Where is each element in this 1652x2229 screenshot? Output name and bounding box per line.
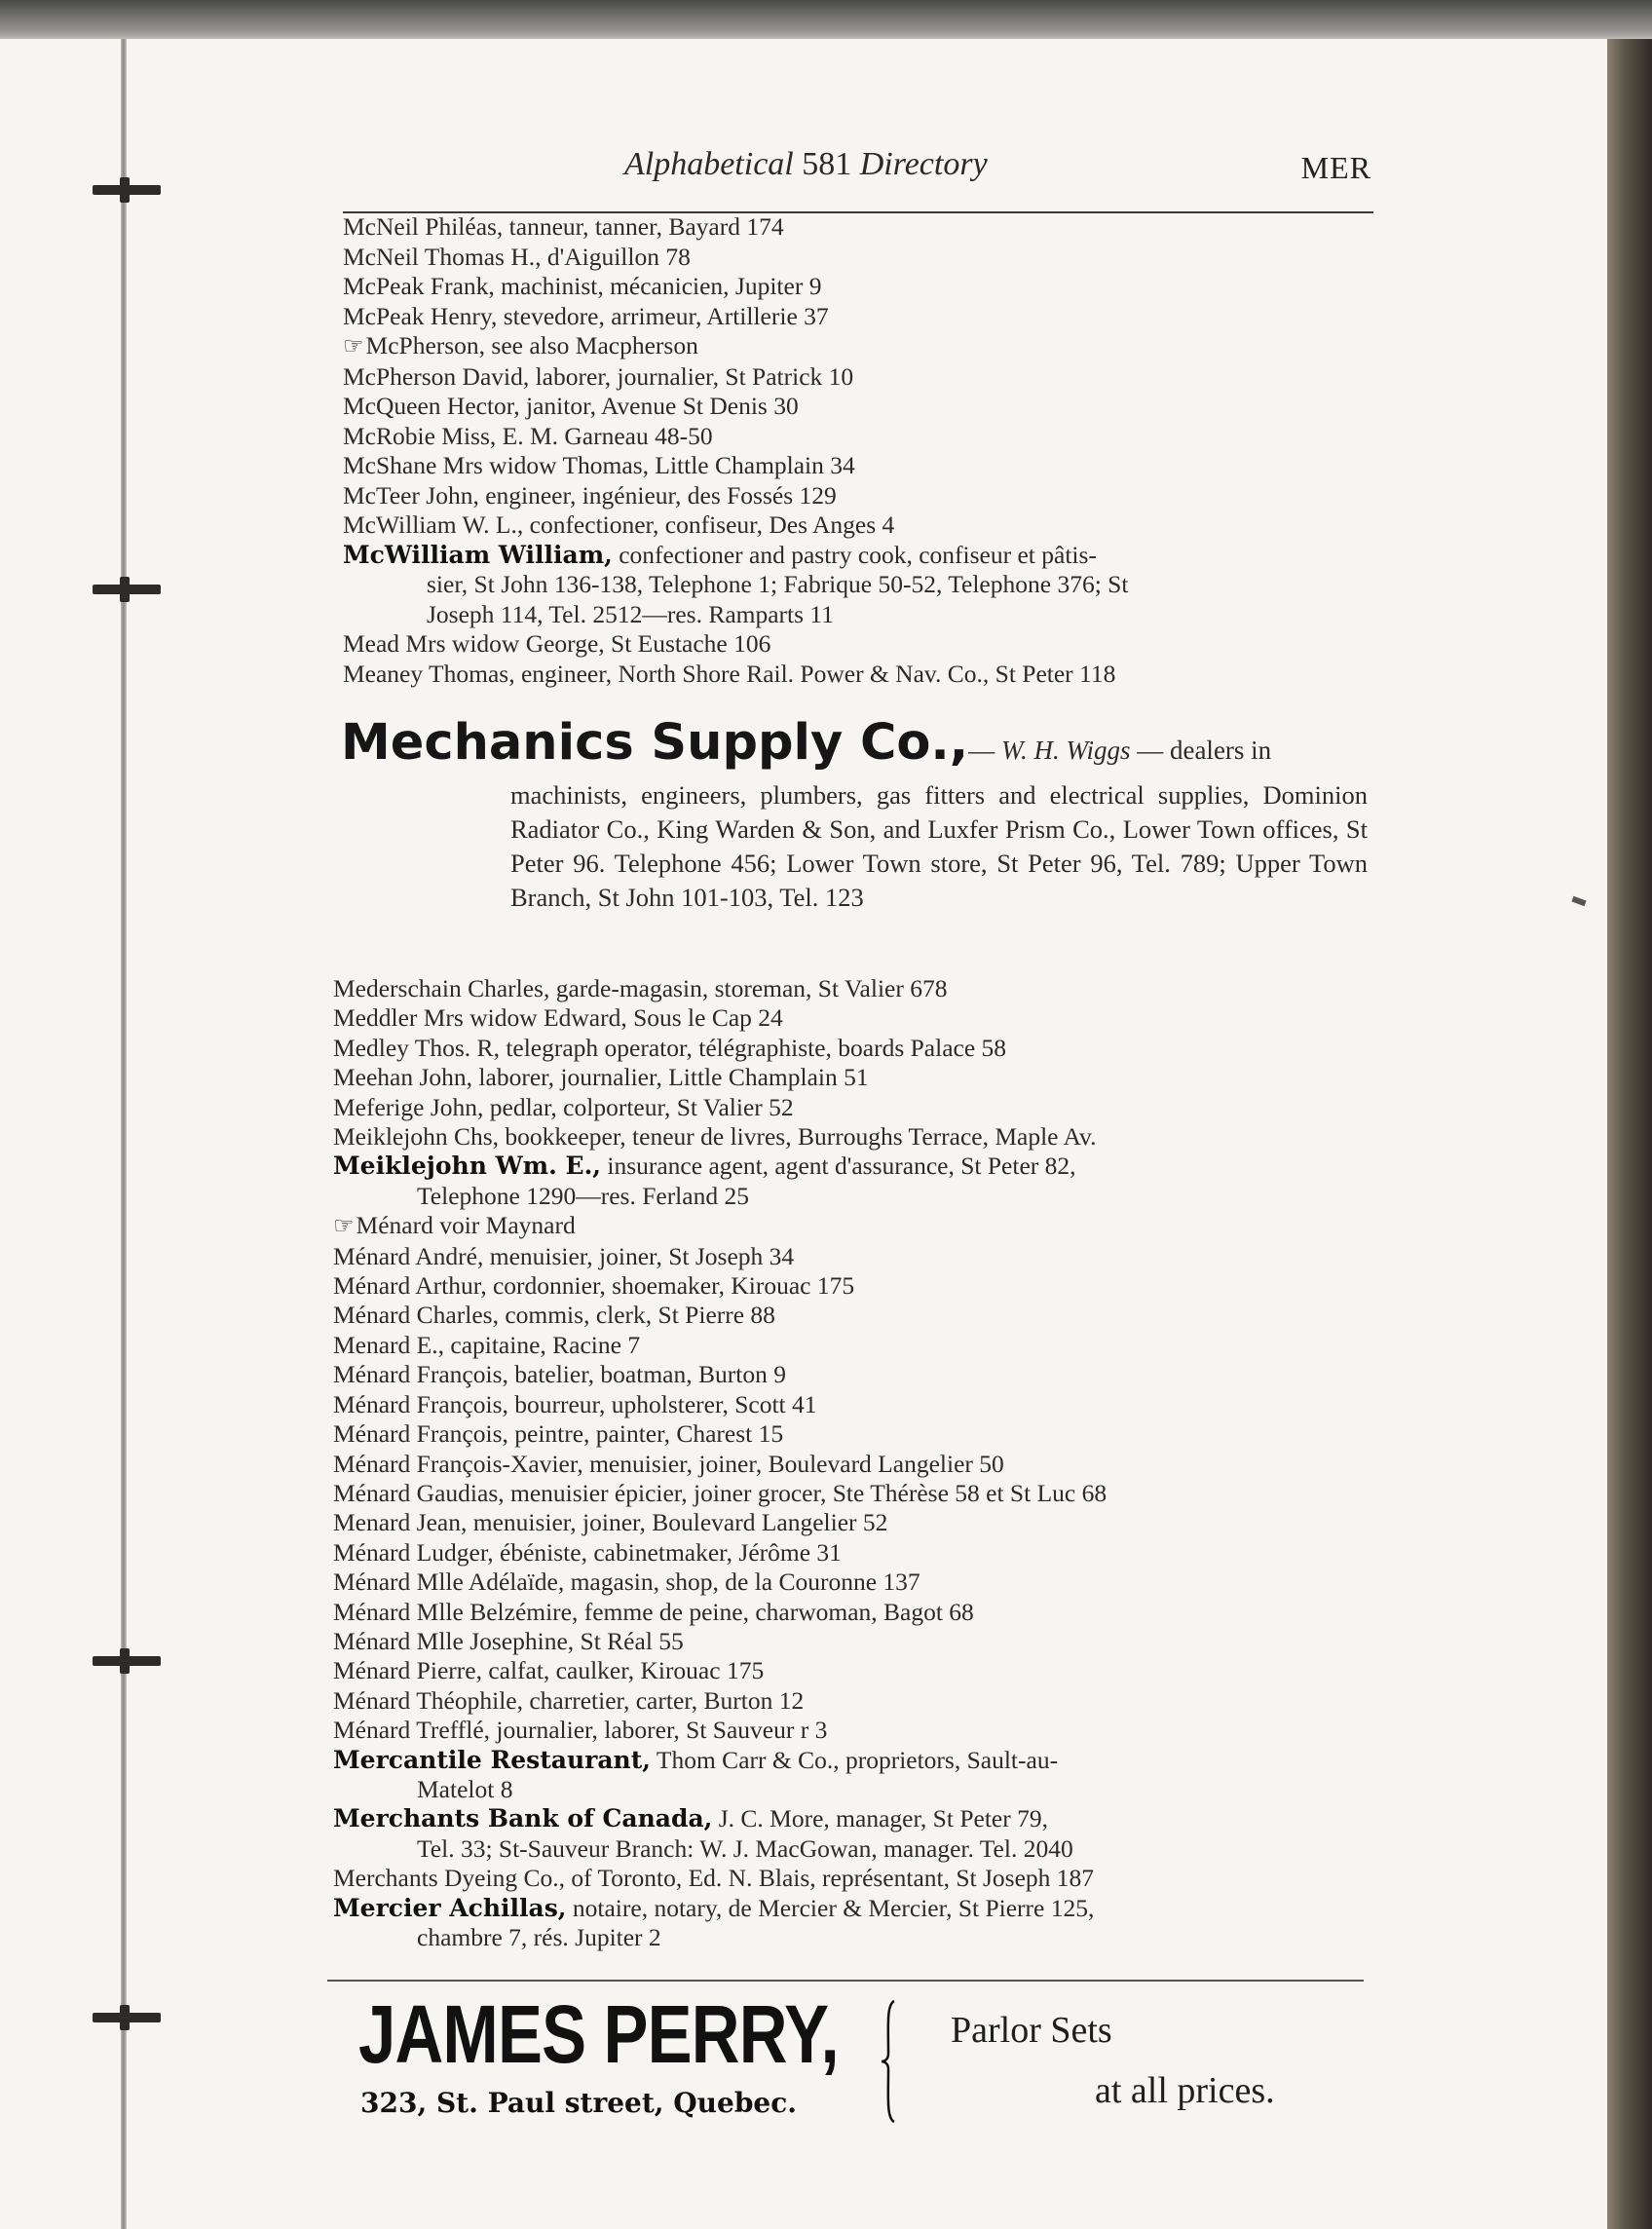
directory-entry [343,422,1375,452]
entry-text: Thom Carr & Co., proprietors, Sault-au- [650,1745,1059,1774]
entry-text: Mead Mrs widow George, St Eustache 106 [343,629,771,658]
pointing-hand-icon: ☞ [343,334,364,359]
entry-text: McPeak Henry, stevedore, arrimeur, Artillerie 37 [343,301,829,330]
directory-entry [333,1301,1375,1330]
entry-text: Ménard Mlle Belzémire, femme de peine, charwoman, Bagot 68 [333,1597,974,1626]
directory-entry [333,1122,1375,1152]
page-header [347,146,1371,197]
entry-text: Ménard Mlle Adélaïde, magasin, shop, de la Couronne 137 [333,1568,920,1597]
entry-text: J. C. More, manager, St Peter 79, [712,1804,1048,1833]
entry-text: notaire, notary, de Mercier & Mercier, St Pierre 125, [566,1893,1095,1922]
directory-entry [333,974,1375,1003]
directory-entry [333,1271,1375,1301]
entry-text: Menard E., capitaine, Racine 7 [333,1330,641,1359]
entry-name-bold: Mercantile Restaurant, [333,1745,651,1774]
advert-name: JAMES PERRY, [358,1988,839,2080]
entry-text: Meferige John, pedlar, colporteur, St Valier 52 [333,1092,794,1121]
advert-address: 323, St. Paul street, Quebec. [360,2087,798,2119]
directory-entry-continuation [333,1923,1375,1952]
entry-name-bold: Merchants Bank of Canada, [333,1804,713,1833]
advert-line-2: at all prices. [1095,2070,1275,2111]
binding-stitch [93,2013,161,2022]
directory-entry [333,1003,1375,1033]
directory-entry [333,1656,1375,1685]
entry-text: Tel. 33; St-Sauveur Branch: W. J. MacGowan, manager. Tel. 2040 [417,1833,1073,1863]
feature-subtitle: — W. H. Wiggs — dealers in [968,736,1272,765]
directory-entry [343,392,1375,422]
entry-text: McPeak Frank, machinist, mécanicien, Jupiter 9 [343,272,822,300]
pointing-hand-icon: ☞ [333,1214,355,1240]
directory-entry [333,1479,1375,1508]
entry-text: Ménard Mlle Josephine, St Réal 55 [333,1626,684,1655]
directory-entry [343,481,1375,511]
entry-text: Ménard Ludger, ébéniste, cabinetmaker, Jérôme 31 [333,1537,842,1567]
entry-text: Matelot 8 [417,1774,513,1803]
book-fore-edge [1607,39,1652,2229]
entry-text: Ménard André, menuisier, joiner, St Joseph 34 [333,1241,795,1270]
directory-entry [343,451,1375,481]
directory-entry [333,1627,1375,1656]
feature-heading [341,714,1271,772]
entry-text: Meddler Mrs widow Edward, Sous le Cap 24 [333,1003,783,1033]
directory-entry [343,510,1375,541]
directory-entry [333,1746,1375,1775]
advert-rule [327,1980,1364,1982]
entry-text: chambre 7, rés. Jupiter 2 [417,1923,661,1951]
entry-text: insurance agent, agent d'assurance, St Peter 82, [600,1152,1076,1181]
entry-text: Ménard Arthur, cordonnier, shoemaker, Kirouac 175 [333,1271,855,1301]
entry-text: Ménard Gaudias, menuisier épicier, joiner grocer, Ste Thérèse 58 et St Luc 68 [333,1478,1108,1507]
directory-entry [343,331,1375,362]
binding-gutter [121,39,127,2229]
entry-text: Joseph 114, Tel. 2512—res. Ramparts 11 [427,599,834,628]
entry-text: Meiklejohn Chs, bookkeeper, teneur de livres, Burroughs Terrace, Maple Av. [333,1122,1097,1152]
directory-entry [333,1686,1375,1716]
directory-entry [333,1538,1375,1568]
brace-icon [879,1999,900,2124]
directory-entry [343,243,1375,273]
entries-after-feature [333,974,1375,1952]
directory-entry [333,1331,1375,1360]
binding-stitch [93,585,161,594]
binding-stitch [93,185,161,195]
entry-text: Ménard Trefflé, journalier, laborer, St Sauveur r 3 [333,1716,828,1745]
directory-entry [333,1093,1375,1122]
directory-entry [343,362,1375,393]
directory-entry [333,1568,1375,1597]
entry-text: Menard Jean, menuisier, joiner, Boulevard Langelier 52 [333,1508,888,1537]
directory-entry-continuation [333,1775,1375,1804]
entry-text: Ménard Théophile, charretier, carter, Burton 12 [333,1685,805,1715]
directory-entry [333,1716,1375,1745]
feature-company-name: Mechanics Supply Co., [341,714,969,772]
directory-entry [333,1152,1375,1181]
directory-entry [333,1242,1375,1271]
directory-entry [333,1034,1375,1063]
entry-name-bold: Mercier Achillas, [333,1893,567,1922]
entry-name-bold: Meiklejohn Wm. E., [333,1152,601,1181]
directory-entry-continuation [343,600,1375,630]
entry-text: McWilliam W. L., confectioner, confiseur, Des Anges 4 [343,510,895,539]
entry-text: Ménard François, peintre, painter, Charest 15 [333,1419,784,1449]
directory-entry [343,541,1375,571]
section-letters: MER [1300,150,1371,185]
directory-entry-continuation [343,570,1375,600]
directory-entry [333,1508,1375,1537]
page-number: 581 [802,146,852,182]
entry-text: McNeil Philéas, tanneur, tanner, Bayard 174 [343,212,784,241]
entry-text: confectioner and pastry cook, confiseur et pâtis- [612,540,1097,569]
entry-text: Ménard François-Xavier, menuisier, joiner, Boulevard Langelier 50 [333,1449,1004,1478]
advert-line-1: Parlor Sets [951,2010,1112,2051]
directory-entry [333,1598,1375,1627]
entry-text: Merchants Dyeing Co., of Toronto, Ed. N. Blais, représentant, St Joseph 187 [333,1864,1095,1893]
entry-text: Medley Thos. R, telegraph operator, télégraphiste, boards Palace 58 [333,1033,1007,1062]
entry-text: Ménard voir Maynard [356,1211,576,1240]
entry-text: McTeer John, engineer, ingénieur, des Fossés 129 [343,480,837,510]
directory-entry [333,1390,1375,1419]
entry-text: McNeil Thomas H., d'Aiguillon 78 [343,242,691,271]
entry-text: McRobie Miss, E. M. Garneau 48-50 [343,421,713,450]
entry-text: Ménard François, bourreur, upholsterer, Scott 41 [333,1389,817,1418]
directory-entry-continuation [333,1182,1375,1211]
directory-entry [343,212,1375,243]
entry-text: Ménard Charles, commis, clerk, St Pierre 88 [333,1301,775,1330]
entry-text: Ménard Pierre, calfat, caulker, Kirouac 175 [333,1656,765,1685]
entry-text: McPherson David, laborer, journalier, St Patrick 10 [343,361,854,391]
directory-entry [343,302,1375,332]
entry-text: Telephone 1290—res. Ferland 25 [417,1181,749,1210]
directory-entry [333,1894,1375,1923]
entry-text: Ménard François, batelier, boatman, Burton 9 [333,1360,786,1389]
directory-entry [333,1864,1375,1893]
running-title: Alphabetical 581 Directory [624,146,988,182]
binding-stitch [93,1656,161,1666]
directory-entry [333,1063,1375,1092]
directory-entry [343,272,1375,302]
feature-agent: W. H. Wiggs [1000,736,1131,765]
directory-entry [333,1419,1375,1449]
directory-entry [333,1450,1375,1479]
entries-before-feature [343,212,1375,689]
entry-text: Meaney Thomas, engineer, North Shore Rail. Power & Nav. Co., St Peter 118 [343,659,1116,688]
entry-name-bold: McWilliam William, [343,540,613,569]
entry-text: McShane Mrs widow Thomas, Little Champlain 34 [343,451,855,479]
directory-entry [343,629,1375,660]
entry-text: sier, St John 136-138, Telephone 1; Fabrique 50-52, Telephone 376; St [427,570,1129,598]
entry-text: Meehan John, laborer, journalier, Little Champlain 51 [333,1063,869,1092]
feature-body: machinists, engineers, plumbers, gas fitters and electrical supplies, Dominion Radiator Co., King Warden & Son, and Luxfer Prism Co., Lower Town offices, St Peter 96. Telephone 456; Lower Town store, St Peter 96, Tel. 789; Upper Town Branch, St John 101-103, Tel. 123 [510,780,1368,912]
directory-entry [343,660,1375,690]
directory-entry-continuation [333,1834,1375,1864]
directory-entry [333,1360,1375,1389]
directory-entry [333,1211,1375,1241]
directory-entry [333,1804,1375,1833]
entry-text: McPherson, see also Macpherson [365,331,698,359]
entry-text: Mederschain Charles, garde-magasin, storeman, St Valier 678 [333,974,948,1002]
entry-text: McQueen Hector, janitor, Avenue St Denis 30 [343,392,799,420]
